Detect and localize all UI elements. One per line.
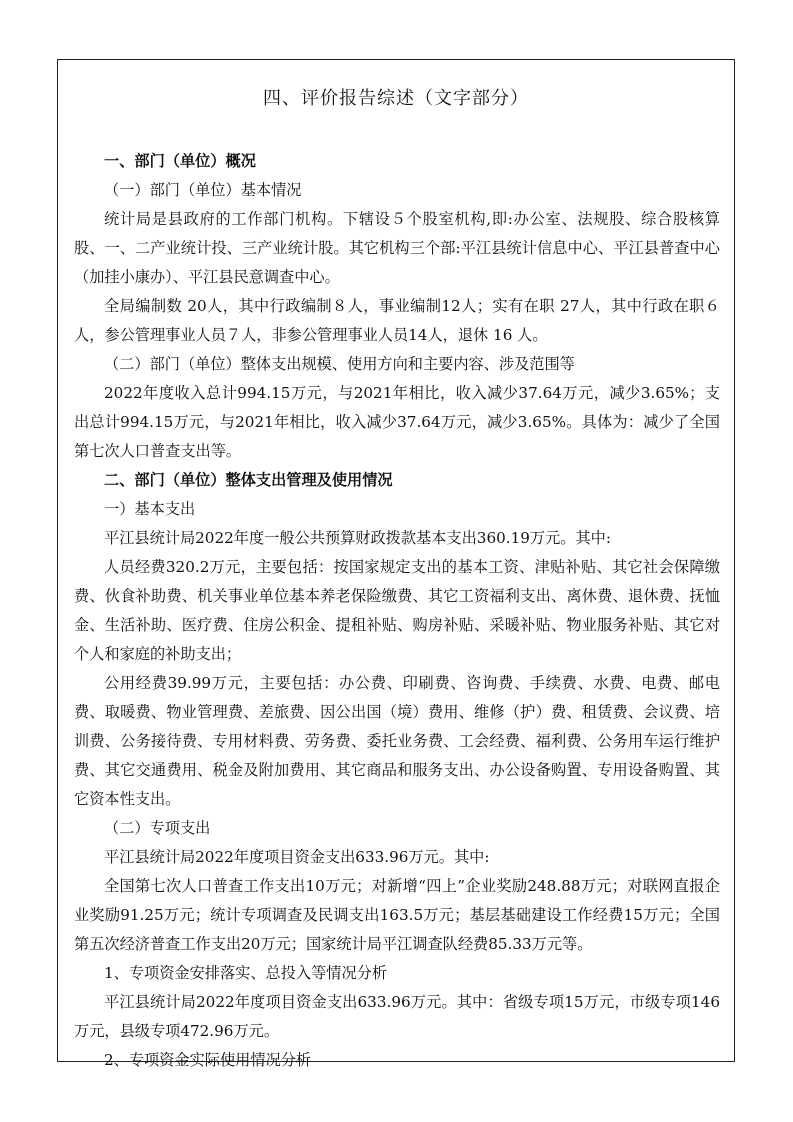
paragraph-project-detail: 全国第七次人口普查工作支出10万元；对新增“四上”企业奖励248.88万元；对联网直报企业奖励91.25万元；统计专项调查及民调支出163.5万元；基层基础建设工作经费15万元；全国第五次经济普查工作支出20万元；国家统计局平江调查队经费85.33万元等。 [74,877,720,953]
section-2-heading: 二、部门（单位）整体支出管理及使用情况 [104,471,393,489]
paragraph-basic-expenditure: 平江县统计局2022年度一般公共预算财政拨款基本支出360.19万元。其中: [104,529,611,547]
subsection-1-heading: 1、专项资金安排落实、总投入等情况分析 [104,964,388,982]
report-body [74,147,720,1075]
section-2-1-heading: 一）基本支出 [104,500,196,518]
paragraph-public-cost: 公用经费39.99万元，主要包括：办公费、印刷费、咨询费、手续费、水费、电费、邮电费、取暖费、物业管理费、差旅费、因公出国（境）费用、维修（护）费、租赁费、会议费、培训费、公务接待费、专用材料费、劳务费、委托业务费、工会经费、福利费、公务用车运行维护费、其它交通费用、税金及附加费用、其它商品和服务支出、办公设备购置、专用设备购置、其它资本性支出。 [74,674,720,808]
paragraph-project-expenditure: 平江县统计局2022年度项目资金支出633.96万元。其中: [104,848,490,866]
paragraph-fund-sources: 平江县统计局2022年度项目资金支出633.96万元。其中：省级专项15万元，市级专项146万元，县级专项472.96万元。 [74,993,720,1040]
paragraph-total-expenditure: 2022年度收入总计994.15万元，与2021年相比，收入减少37.64万元，减少3.65%；支出总计994.15万元，与2021年相比，收入减少37.64万元，减少3.65%。具体为：减少了全国第七次人口普查支出等。 [74,384,720,460]
subsection-2-heading: 2、专项资金实际使用情况分析 [104,1051,312,1069]
page-title: 四、评价报告综述（文字部分） [263,88,529,109]
section-1-heading: 一、部门（单位）概况 [104,152,256,170]
paragraph-personnel-cost: 人员经费320.2万元，主要包括：按国家规定支出的基本工资、津贴补贴、其它社会保障缴费、伙食补助费、机关事业单位基本养老保险缴费、其它工资福利支出、离休费、退休费、抚恤金、生活补助、医疗费、住房公积金、提租补贴、购房补贴、采暖补贴、物业服务补贴、其它对个人和家庭的补助支出； [74,558,720,663]
section-1-1-heading: （一）部门（单位）基本情况 [104,181,302,199]
paragraph-staffing: 全局编制数 20人，其中行政编制８人，事业编制12人；实有在职 27人，其中行政在职６人，参公管理事业人员７人，非参公管理事业人员14人，退休 16 人。 [74,297,720,344]
section-1-2-heading: （二）部门（单位）整体支出规模、使用方向和主要内容、涉及范围等 [104,355,575,373]
section-2-2-heading: （二）专项支出 [104,819,211,837]
paragraph-organization: 统计局是县政府的工作部门机构。下辖设５个股室机构,即:办公室、法规股、综合股核算股、一、二产业统计投、三产业统计股。其它机构三个部:平江县统计信息中心、平江县普查中心（加挂小康办）、平江县民意调查中心。 [74,210,720,286]
